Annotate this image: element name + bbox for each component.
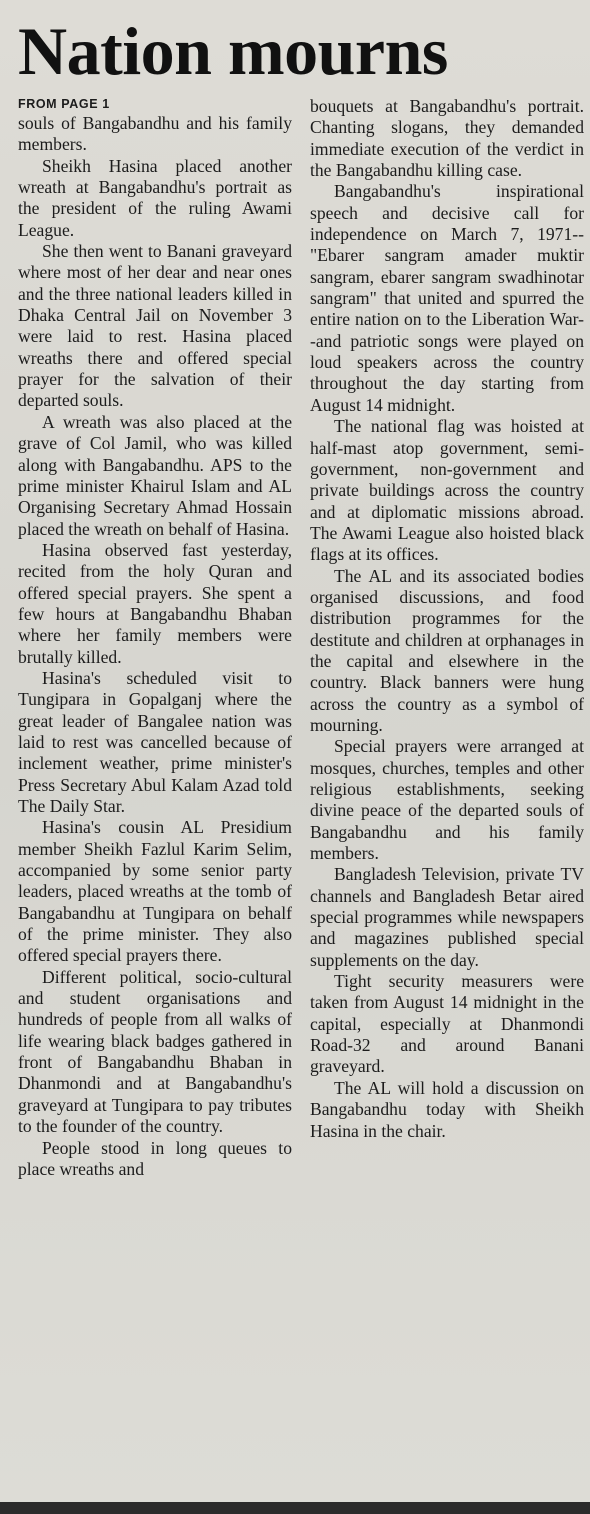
paragraph: Sheikh Hasina placed another wreath at Bangabandhu's portrait as the president of the ruling Awami League. xyxy=(18,155,292,240)
paragraph: bouquets at Bangabandhu's portrait. Chanting slogans, they demanded immediate execution of the verdict in the Bangabandhu killing case. xyxy=(310,96,584,181)
paragraph: Special prayers were arranged at mosques, churches, temples and other religious establishments, seeking divine peace of the departed souls of Bangabandhu and his family members. xyxy=(310,736,584,864)
paragraph: Bangabandhu's inspirational speech and decisive call for independence on March 7, 1971--"Ebarer sangram amader muktir sangram, ebarer sangram swadhinotar sangram" that united and spurred the entire nation on to the Liberation War--and patriotic songs were played on loud speakers across the country throughout the day starting from August 14 midnight. xyxy=(310,181,584,415)
paragraph: The AL and its associated bodies organised discussions, and food distribution programmes for the destitute and children at orphanages in the capital and elsewhere in the country. Black banners were hung across the country as a symbol of mourning. xyxy=(310,565,584,735)
paragraph: Tight security measurers were taken from August 14 midnight in the capital, especially at Dhanmondi Road-32 and around Banani graveyard. xyxy=(310,971,584,1077)
paragraph: People stood in long queues to place wreaths and xyxy=(18,1137,292,1179)
article-body xyxy=(18,96,584,1500)
kicker: FROM PAGE 1 xyxy=(18,97,110,111)
paragraph: Hasina's cousin AL Presidium member Sheikh Fazlul Karim Selim, accompanied by some senior party leaders, placed wreaths at the tomb of Bangabandhu at Tungipara on behalf of the prime minister. They also offered special prayers there. xyxy=(18,817,292,966)
paragraph: Hasina observed fast yesterday, recited from the holy Quran and offered special prayers. She spent a few hours at Bangabandhu Bhaban where her family members were brutally killed. xyxy=(18,539,292,667)
paragraph: Different political, socio-cultural and student organisations and hundreds of people from all walks of life wearing black badges gathered in front of Bangabandhu Bhaban in Dhanmondi and at Bangabandhu's graveyard at Tungipara to pay tributes to the founder of the country. xyxy=(18,966,292,1137)
paragraph: The AL will hold a discussion on Bangabandhu today with Sheikh Hasina in the chair. xyxy=(310,1077,584,1141)
headline: Nation mourns xyxy=(18,13,448,89)
paragraph: She then went to Banani graveyard where most of her dear and near ones and the three national leaders killed in Dhaka Central Jail on November 3 were laid to rest. Hasina placed wreaths there and offered special prayer for the salvation of their departed souls. xyxy=(18,241,292,411)
paragraph: Bangladesh Television, private TV channels and Bangladesh Betar aired special programmes while newspapers and magazines published special supplements on the day. xyxy=(310,864,584,970)
paragraph: The national flag was hoisted at half-mast atop government, semi-government, non-government and private buildings across the country and at diplomatic missions abroad. The Awami League also hoisted black flags at its offices. xyxy=(310,416,584,565)
paragraph: souls of Bangabandhu and his family members. xyxy=(18,113,292,155)
paragraph: A wreath was also placed at the grave of Col Jamil, who was killed along with Bangabandhu. APS to the prime minister Khairul Islam and AL Organising Secretary Ahmad Hossain placed the wreath on behalf of Hasina. xyxy=(18,411,292,539)
column-right xyxy=(310,96,584,1500)
paragraph: Hasina's scheduled visit to Tungipara in Gopalganj where the great leader of Bangalee nation was laid to rest was cancelled because of inclement weather, prime minister's Press Secretary Abul Kalam Azad told The Daily Star. xyxy=(18,667,292,816)
bottom-rule xyxy=(0,1502,590,1514)
column-left xyxy=(18,96,292,1500)
